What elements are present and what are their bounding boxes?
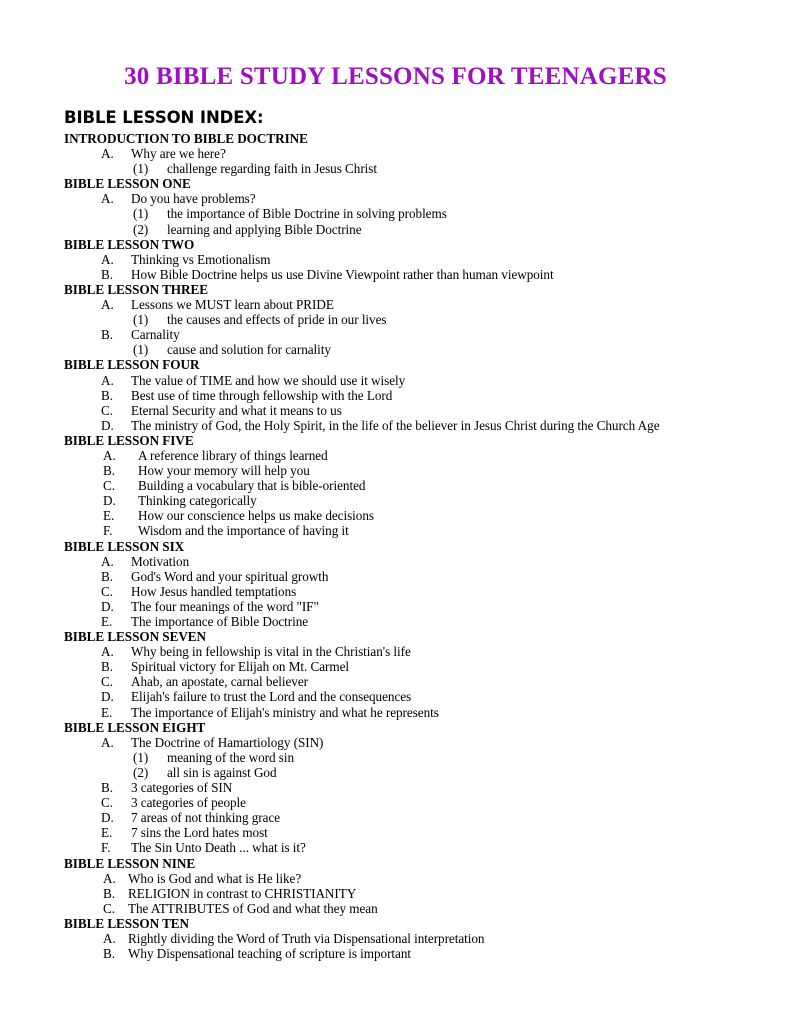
outline-item-marker: D.	[101, 417, 114, 433]
outline-item-marker: A.	[101, 734, 114, 750]
outline-item	[64, 448, 764, 463]
outline-item	[64, 554, 764, 569]
outline-item	[64, 705, 764, 720]
outline-item-marker: D.	[103, 493, 116, 509]
outline-item	[64, 206, 764, 221]
outline-item-marker: B.	[103, 463, 115, 479]
outline-item-label: Lessons we MUST learn about PRIDE	[131, 297, 334, 313]
outline-item	[64, 161, 764, 176]
outline-item-marker: B.	[101, 568, 113, 584]
outline-item	[64, 825, 764, 840]
lesson-outline	[64, 131, 764, 961]
outline-item	[64, 342, 764, 357]
outline-item-label: the importance of Bible Doctrine in solving problems	[167, 206, 447, 222]
lesson-heading: BIBLE LESSON FOUR	[64, 357, 200, 373]
outline-item-label: The ATTRIBUTES of God and what they mean	[128, 900, 378, 916]
outline-item-label: learning and applying Bible Doctrine	[167, 221, 362, 237]
outline-item	[64, 508, 764, 523]
outline-item-label: Eternal Security and what it means to us	[131, 402, 342, 418]
outline-item-marker: A.	[101, 644, 114, 660]
outline-item-label: Do you have problems?	[131, 191, 256, 207]
outline-item	[64, 297, 764, 312]
outline-item-label: How Bible Doctrine helps us use Divine Viewpoint rather than human viewpoint	[131, 266, 554, 282]
outline-item-label: Wisdom and the importance of having it	[138, 523, 349, 539]
outline-item-label: the causes and effects of pride in our lives	[167, 312, 387, 328]
outline-item	[64, 810, 764, 825]
outline-item-marker: B.	[103, 946, 115, 962]
outline-item-label: The importance of Elijah's ministry and what he represents	[131, 704, 439, 720]
outline-item	[64, 659, 764, 674]
outline-item-marker: E.	[103, 508, 115, 524]
outline-item-label: The value of TIME and how we should use it wisely	[131, 372, 406, 388]
outline-item-label: Why are we here?	[131, 146, 226, 162]
outline-item-marker: (1)	[133, 161, 149, 177]
outline-item-label: meaning of the word sin	[167, 749, 295, 765]
outline-item-marker: B.	[101, 780, 113, 796]
lesson-heading: BIBLE LESSON THREE	[64, 281, 208, 297]
outline-item	[64, 765, 764, 780]
outline-item-marker: (2)	[133, 764, 149, 780]
outline-item	[64, 871, 764, 886]
outline-item-label: How your memory will help you	[138, 463, 310, 479]
outline-item	[64, 840, 764, 855]
outline-item-label: 3 categories of SIN	[131, 780, 233, 796]
lesson-heading: BIBLE LESSON TWO	[64, 236, 195, 252]
outline-item	[64, 689, 764, 704]
outline-item-label: 3 categories of people	[131, 795, 246, 811]
outline-item-marker: D.	[101, 689, 114, 705]
lesson-heading: BIBLE LESSON TEN	[64, 915, 190, 931]
outline-item	[64, 795, 764, 810]
outline-item-label: Who is God and what is He like?	[128, 870, 302, 886]
outline-item-marker: A.	[101, 251, 114, 267]
outline-item-marker: C.	[101, 402, 113, 418]
document-body	[64, 108, 764, 961]
lesson-heading: BIBLE LESSON EIGHT	[64, 719, 206, 735]
outline-item	[64, 750, 764, 765]
outline-item-label: A reference library of things learned	[138, 447, 328, 463]
outline-item	[64, 373, 764, 388]
outline-item-marker: A.	[103, 930, 116, 946]
outline-item-label: Ahab, an apostate, carnal believer	[131, 674, 308, 690]
outline-item-marker: E.	[101, 704, 113, 720]
index-heading: BIBLE LESSON INDEX:	[64, 108, 264, 127]
outline-item	[64, 931, 764, 946]
outline-item-marker: A.	[103, 870, 116, 886]
outline-item-marker: F.	[101, 840, 111, 856]
outline-item-label: 7 areas of not thinking grace	[131, 810, 281, 826]
outline-item-label: How Jesus handled temptations	[131, 583, 297, 599]
outline-item-label: The Sin Unto Death ... what is it?	[131, 840, 306, 856]
outline-item	[64, 403, 764, 418]
outline-item	[64, 327, 764, 342]
outline-item-marker: A.	[101, 553, 114, 569]
outline-item-label: Rightly dividing the Word of Truth via Dispensational interpretation	[128, 930, 485, 946]
outline-item	[64, 418, 764, 433]
lesson-heading: BIBLE LESSON SEVEN	[64, 629, 207, 645]
outline-item-label: God's Word and your spiritual growth	[131, 568, 329, 584]
outline-item-marker: (1)	[133, 206, 149, 222]
outline-item-marker: A.	[101, 191, 114, 207]
outline-item	[64, 388, 764, 403]
outline-item	[64, 886, 764, 901]
outline-item-marker: C.	[101, 795, 113, 811]
lesson-heading: BIBLE LESSON SIX	[64, 538, 185, 554]
outline-item	[64, 946, 764, 961]
outline-item-marker: (1)	[133, 342, 149, 358]
outline-item-marker: B.	[101, 327, 113, 343]
outline-item-label: Carnality	[131, 327, 180, 343]
outline-item-marker: A.	[101, 146, 114, 162]
outline-item-marker: B.	[103, 885, 115, 901]
outline-item	[64, 735, 764, 750]
outline-item-label: The importance of Bible Doctrine	[131, 614, 309, 629]
outline-item-marker: C.	[103, 900, 115, 916]
outline-item-label: Building a vocabulary that is bible-oriented	[138, 478, 366, 494]
outline-item	[64, 493, 764, 508]
outline-item	[64, 191, 764, 206]
outline-item-marker: C.	[101, 674, 113, 690]
outline-item-marker: (2)	[133, 221, 149, 237]
outline-item-label: Thinking vs Emotionalism	[131, 251, 271, 267]
outline-item-label: Motivation	[131, 553, 190, 569]
outline-item	[64, 569, 764, 584]
outline-item-label: Why being in fellowship is vital in the Christian's life	[131, 644, 411, 660]
outline-item	[64, 478, 764, 493]
outline-item	[64, 780, 764, 795]
outline-item	[64, 599, 764, 614]
outline-item-marker: D.	[101, 598, 114, 614]
outline-item-marker: E.	[101, 614, 113, 629]
lesson-heading: BIBLE LESSON NINE	[64, 855, 196, 871]
outline-item	[64, 252, 764, 267]
lesson-heading: INTRODUCTION TO BIBLE DOCTRINE	[64, 131, 308, 146]
outline-item-label: Thinking categorically	[138, 493, 257, 509]
outline-item	[64, 222, 764, 237]
outline-item-label: Spiritual victory for Elijah on Mt. Carmel	[131, 659, 350, 675]
outline-item	[64, 901, 764, 916]
outline-item-marker: B.	[101, 266, 113, 282]
outline-item-marker: B.	[101, 659, 113, 675]
outline-item-marker: B.	[101, 387, 113, 403]
outline-item-label: The four meanings of the word "IF"	[131, 598, 319, 614]
outline-item-marker: C.	[101, 583, 113, 599]
outline-item	[64, 146, 764, 161]
outline-item-label: 7 sins the Lord hates most	[131, 825, 268, 841]
outline-item-marker: A.	[103, 447, 116, 463]
outline-item-label: Best use of time through fellowship with the Lord	[131, 387, 393, 403]
outline-item-marker: D.	[101, 810, 114, 826]
outline-item-label: The ministry of God, the Holy Spirit, in the life of the believer in Jesus Christ during the Church Age	[131, 417, 660, 433]
outline-item-marker: F.	[103, 523, 113, 539]
outline-item-label: RELIGION in contrast to CHRISTIANITY	[128, 885, 357, 901]
outline-item-label: all sin is against God	[167, 764, 277, 780]
outline-item	[64, 614, 764, 629]
outline-item-marker: C.	[103, 478, 115, 494]
outline-item-marker: A.	[101, 372, 114, 388]
outline-item-label: Why Dispensational teaching of scripture is important	[128, 946, 412, 962]
outline-item	[64, 463, 764, 478]
outline-item-marker: (1)	[133, 749, 149, 765]
outline-item	[64, 312, 764, 327]
outline-item-marker: A.	[101, 297, 114, 313]
outline-item	[64, 644, 764, 659]
outline-item-label: cause and solution for carnality	[167, 342, 331, 358]
outline-item-label: How our conscience helps us make decisions	[138, 508, 374, 524]
outline-item-label: Elijah's failure to trust the Lord and the consequences	[131, 689, 412, 705]
outline-item-marker: E.	[101, 825, 113, 841]
lesson-heading: BIBLE LESSON FIVE	[64, 432, 194, 448]
outline-item	[64, 584, 764, 599]
page-title: 30 BIBLE STUDY LESSONS FOR TEENAGERS	[124, 63, 667, 90]
outline-item	[64, 267, 764, 282]
outline-item-marker: (1)	[133, 312, 149, 328]
lesson-heading: BIBLE LESSON ONE	[64, 176, 191, 192]
outline-item-label: challenge regarding faith in Jesus Christ	[167, 161, 377, 177]
outline-item	[64, 674, 764, 689]
outline-item	[64, 523, 764, 538]
outline-item-label: The Doctrine of Hamartiology (SIN)	[131, 734, 324, 750]
